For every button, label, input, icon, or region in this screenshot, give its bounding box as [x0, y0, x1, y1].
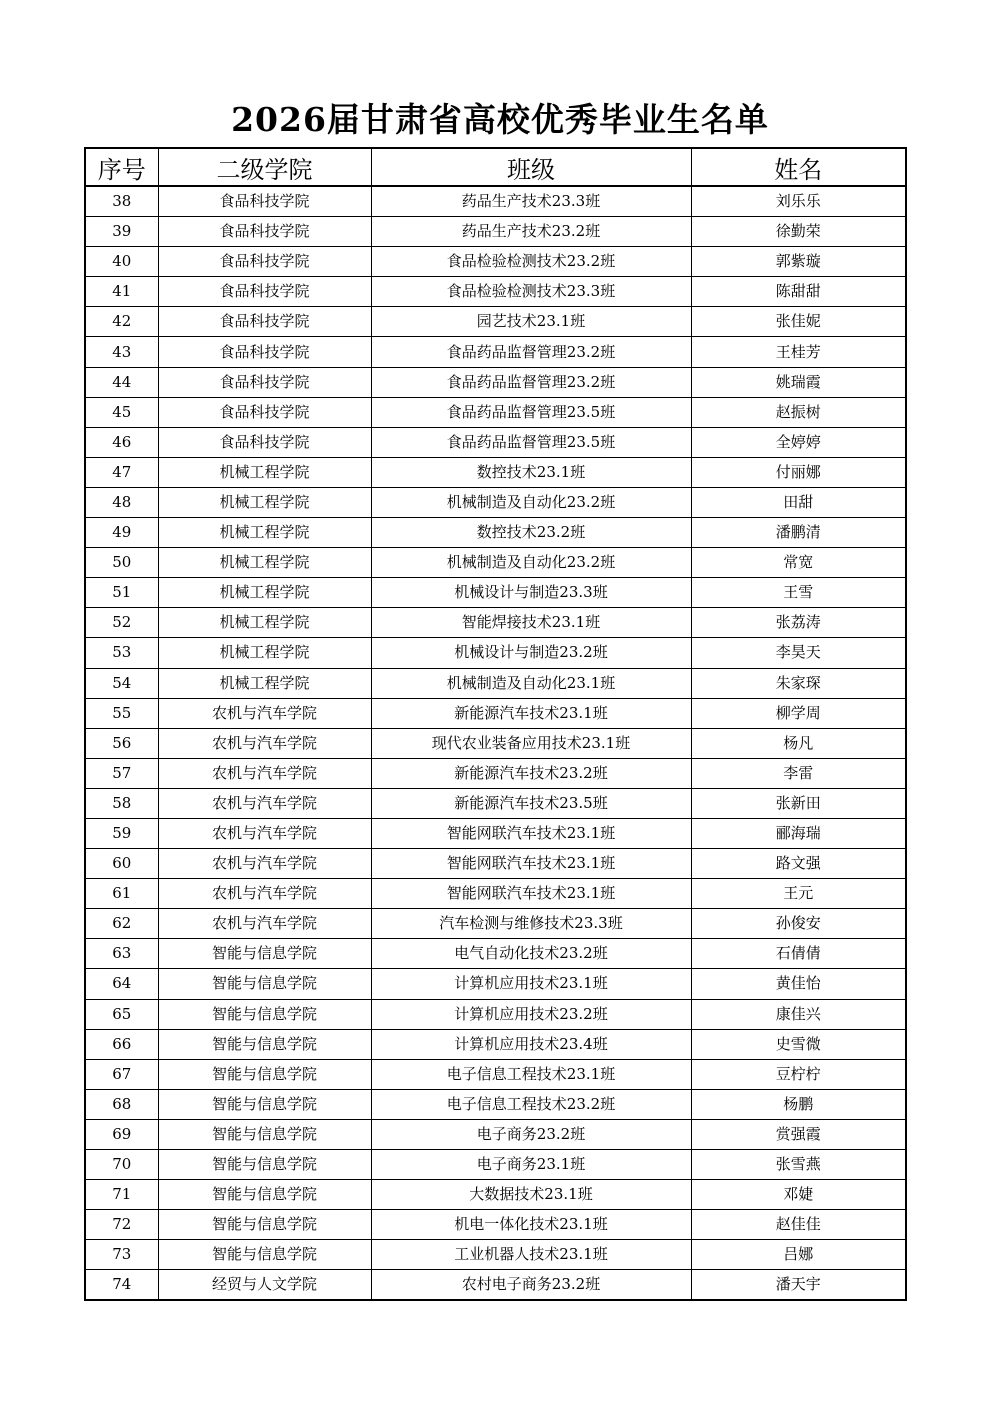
cell-name: 豆柠柠: [691, 1059, 906, 1089]
cell-name: 张新田: [691, 788, 906, 818]
cell-class: 食品药品监督管理23.5班: [371, 397, 691, 427]
table-row: [85, 1240, 906, 1270]
cell-index: 39: [85, 217, 158, 247]
cell-index: 67: [85, 1059, 158, 1089]
cell-class: 机械制造及自动化23.1班: [371, 668, 691, 698]
cell-class: 机械设计与制造23.2班: [371, 638, 691, 668]
cell-name: 赵佳佳: [691, 1210, 906, 1240]
table-row: [85, 879, 906, 909]
cell-name: 潘天宇: [691, 1270, 906, 1301]
cell-college: 机械工程学院: [158, 548, 371, 578]
cell-college: 智能与信息学院: [158, 1210, 371, 1240]
cell-class: 食品药品监督管理23.5班: [371, 427, 691, 457]
cell-index: 47: [85, 457, 158, 487]
cell-name: 柳学周: [691, 698, 906, 728]
cell-name: 郭紫璇: [691, 247, 906, 277]
cell-college: 智能与信息学院: [158, 969, 371, 999]
cell-index: 64: [85, 969, 158, 999]
cell-class: 计算机应用技术23.2班: [371, 999, 691, 1029]
cell-college: 食品科技学院: [158, 217, 371, 247]
cell-class: 食品检验检测技术23.3班: [371, 277, 691, 307]
table-row: [85, 999, 906, 1029]
cell-index: 58: [85, 788, 158, 818]
cell-name: 郦海瑞: [691, 818, 906, 848]
cell-name: 赵振树: [691, 397, 906, 427]
cell-index: 62: [85, 909, 158, 939]
cell-name: 张雪燕: [691, 1150, 906, 1180]
table-row: [85, 939, 906, 969]
cell-name: 徐勤荣: [691, 217, 906, 247]
table-row: [85, 186, 906, 217]
cell-name: 路文强: [691, 849, 906, 879]
cell-class: 智能网联汽车技术23.1班: [371, 879, 691, 909]
cell-index: 71: [85, 1180, 158, 1210]
cell-college: 食品科技学院: [158, 337, 371, 367]
cell-index: 69: [85, 1119, 158, 1149]
cell-college: 食品科技学院: [158, 247, 371, 277]
document-title: 2026届甘肃省高校优秀毕业生名单: [231, 100, 769, 139]
table-row: [85, 247, 906, 277]
cell-college: 智能与信息学院: [158, 1059, 371, 1089]
cell-index: 65: [85, 999, 158, 1029]
cell-name: 吕娜: [691, 1240, 906, 1270]
cell-class: 食品检验检测技术23.2班: [371, 247, 691, 277]
cell-class: 机电一体化技术23.1班: [371, 1210, 691, 1240]
table-row: [85, 397, 906, 427]
table-row: [85, 548, 906, 578]
cell-college: 农机与汽车学院: [158, 698, 371, 728]
cell-class: 智能网联汽车技术23.1班: [371, 849, 691, 879]
cell-class: 新能源汽车技术23.1班: [371, 698, 691, 728]
cell-college: 农机与汽车学院: [158, 818, 371, 848]
table-row: [85, 277, 906, 307]
cell-index: 68: [85, 1089, 158, 1119]
header-name: 姓名: [691, 148, 906, 186]
table-row: [85, 969, 906, 999]
cell-name: 朱家琛: [691, 668, 906, 698]
table-row: [85, 758, 906, 788]
cell-college: 机械工程学院: [158, 608, 371, 638]
cell-college: 智能与信息学院: [158, 1119, 371, 1149]
cell-class: 计算机应用技术23.1班: [371, 969, 691, 999]
table-row: [85, 1270, 906, 1301]
cell-name: 姚瑞霞: [691, 367, 906, 397]
cell-index: 60: [85, 849, 158, 879]
table-row: [85, 337, 906, 367]
cell-index: 45: [85, 397, 158, 427]
cell-name: 全婷婷: [691, 427, 906, 457]
table-row: [85, 1150, 906, 1180]
cell-index: 63: [85, 939, 158, 969]
cell-index: 38: [85, 186, 158, 217]
cell-college: 农机与汽车学院: [158, 909, 371, 939]
graduate-list-table: [84, 147, 907, 1301]
table-row: [85, 1029, 906, 1059]
cell-college: 机械工程学院: [158, 518, 371, 548]
table-row: [85, 668, 906, 698]
cell-index: 52: [85, 608, 158, 638]
table-row: [85, 818, 906, 848]
cell-name: 张佳妮: [691, 307, 906, 337]
cell-index: 51: [85, 578, 158, 608]
cell-college: 智能与信息学院: [158, 999, 371, 1029]
cell-class: 汽车检测与维修技术23.3班: [371, 909, 691, 939]
cell-name: 王雪: [691, 578, 906, 608]
cell-index: 41: [85, 277, 158, 307]
cell-college: 智能与信息学院: [158, 1240, 371, 1270]
cell-college: 智能与信息学院: [158, 1180, 371, 1210]
cell-college: 农机与汽车学院: [158, 879, 371, 909]
table-row: [85, 1089, 906, 1119]
cell-college: 机械工程学院: [158, 487, 371, 517]
cell-name: 石倩倩: [691, 939, 906, 969]
table-row: [85, 578, 906, 608]
cell-index: 73: [85, 1240, 158, 1270]
cell-college: 农机与汽车学院: [158, 849, 371, 879]
cell-name: 史雪微: [691, 1029, 906, 1059]
table-header-row: [85, 148, 906, 186]
table-row: [85, 1059, 906, 1089]
cell-name: 邓婕: [691, 1180, 906, 1210]
cell-index: 59: [85, 818, 158, 848]
cell-index: 61: [85, 879, 158, 909]
table-row: [85, 307, 906, 337]
cell-class: 药品生产技术23.2班: [371, 217, 691, 247]
cell-name: 张荔涛: [691, 608, 906, 638]
cell-college: 机械工程学院: [158, 578, 371, 608]
cell-college: 农机与汽车学院: [158, 788, 371, 818]
cell-index: 70: [85, 1150, 158, 1180]
cell-college: 食品科技学院: [158, 277, 371, 307]
cell-name: 黄佳怡: [691, 969, 906, 999]
cell-college: 智能与信息学院: [158, 1089, 371, 1119]
cell-index: 40: [85, 247, 158, 277]
table-row: [85, 217, 906, 247]
header-index: 序号: [85, 148, 158, 186]
cell-class: 电子信息工程技术23.1班: [371, 1059, 691, 1089]
cell-name: 孙俊安: [691, 909, 906, 939]
table-row: [85, 728, 906, 758]
cell-class: 新能源汽车技术23.5班: [371, 788, 691, 818]
table-row: [85, 518, 906, 548]
cell-name: 付丽娜: [691, 457, 906, 487]
cell-index: 43: [85, 337, 158, 367]
cell-college: 机械工程学院: [158, 668, 371, 698]
cell-index: 50: [85, 548, 158, 578]
table-row: [85, 638, 906, 668]
table-row: [85, 427, 906, 457]
cell-college: 经贸与人文学院: [158, 1270, 371, 1301]
table-row: [85, 1119, 906, 1149]
cell-class: 电子商务23.2班: [371, 1119, 691, 1149]
cell-name: 赏强霞: [691, 1119, 906, 1149]
cell-name: 刘乐乐: [691, 186, 906, 217]
header-class: 班级: [371, 148, 691, 186]
cell-index: 46: [85, 427, 158, 457]
cell-college: 机械工程学院: [158, 638, 371, 668]
cell-college: 食品科技学院: [158, 427, 371, 457]
cell-name: 杨凡: [691, 728, 906, 758]
cell-name: 李雷: [691, 758, 906, 788]
cell-class: 机械制造及自动化23.2班: [371, 548, 691, 578]
cell-college: 农机与汽车学院: [158, 728, 371, 758]
table-row: [85, 849, 906, 879]
cell-class: 工业机器人技术23.1班: [371, 1240, 691, 1270]
cell-class: 机械设计与制造23.3班: [371, 578, 691, 608]
cell-class: 新能源汽车技术23.2班: [371, 758, 691, 788]
cell-name: 陈甜甜: [691, 277, 906, 307]
cell-class: 现代农业装备应用技术23.1班: [371, 728, 691, 758]
cell-class: 数控技术23.2班: [371, 518, 691, 548]
cell-index: 57: [85, 758, 158, 788]
cell-college: 机械工程学院: [158, 457, 371, 487]
cell-index: 66: [85, 1029, 158, 1059]
cell-class: 园艺技术23.1班: [371, 307, 691, 337]
cell-name: 王元: [691, 879, 906, 909]
cell-name: 杨鹏: [691, 1089, 906, 1119]
cell-class: 电子商务23.1班: [371, 1150, 691, 1180]
table-body: [85, 186, 906, 1300]
cell-class: 智能焊接技术23.1班: [371, 608, 691, 638]
cell-index: 72: [85, 1210, 158, 1240]
cell-index: 44: [85, 367, 158, 397]
cell-college: 智能与信息学院: [158, 939, 371, 969]
cell-index: 49: [85, 518, 158, 548]
cell-college: 智能与信息学院: [158, 1029, 371, 1059]
cell-class: 数控技术23.1班: [371, 457, 691, 487]
cell-name: 李昊天: [691, 638, 906, 668]
cell-name: 常宽: [691, 548, 906, 578]
cell-name: 康佳兴: [691, 999, 906, 1029]
cell-name: 王桂芳: [691, 337, 906, 367]
cell-class: 电子信息工程技术23.2班: [371, 1089, 691, 1119]
cell-college: 食品科技学院: [158, 307, 371, 337]
table-row: [85, 788, 906, 818]
cell-class: 电气自动化技术23.2班: [371, 939, 691, 969]
cell-index: 53: [85, 638, 158, 668]
cell-class: 机械制造及自动化23.2班: [371, 487, 691, 517]
cell-index: 42: [85, 307, 158, 337]
table-row: [85, 608, 906, 638]
cell-name: 田甜: [691, 487, 906, 517]
cell-class: 药品生产技术23.3班: [371, 186, 691, 217]
table-row: [85, 909, 906, 939]
cell-index: 56: [85, 728, 158, 758]
table-row: [85, 1180, 906, 1210]
cell-college: 食品科技学院: [158, 367, 371, 397]
table-row: [85, 457, 906, 487]
table-row: [85, 1210, 906, 1240]
cell-college: 食品科技学院: [158, 397, 371, 427]
cell-index: 54: [85, 668, 158, 698]
table-row: [85, 367, 906, 397]
cell-class: 农村电子商务23.2班: [371, 1270, 691, 1301]
cell-name: 潘鹏清: [691, 518, 906, 548]
cell-class: 智能网联汽车技术23.1班: [371, 818, 691, 848]
cell-index: 74: [85, 1270, 158, 1301]
cell-index: 55: [85, 698, 158, 728]
cell-college: 食品科技学院: [158, 186, 371, 217]
cell-class: 大数据技术23.1班: [371, 1180, 691, 1210]
header-college: 二级学院: [158, 148, 371, 186]
cell-class: 食品药品监督管理23.2班: [371, 337, 691, 367]
cell-college: 智能与信息学院: [158, 1150, 371, 1180]
table-row: [85, 487, 906, 517]
table-row: [85, 698, 906, 728]
cell-index: 48: [85, 487, 158, 517]
cell-college: 农机与汽车学院: [158, 758, 371, 788]
cell-class: 计算机应用技术23.4班: [371, 1029, 691, 1059]
cell-class: 食品药品监督管理23.2班: [371, 367, 691, 397]
